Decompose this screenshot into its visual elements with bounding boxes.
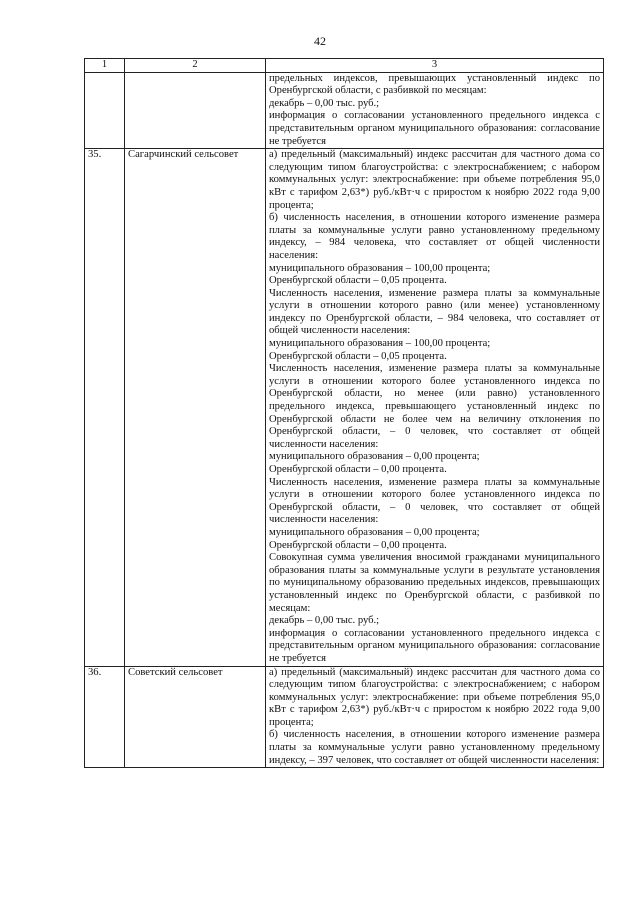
municipality-name: Сагарчинский сельсовет: [125, 149, 266, 666]
header-col-1: 1: [85, 59, 125, 73]
header-col-2: 2: [125, 59, 266, 73]
description-paragraph: Оренбургской области – 0,00 процента.: [269, 464, 447, 475]
description-paragraph: Оренбургской области – 0,05 процента.: [269, 275, 447, 287]
description-paragraph: муниципального образования – 100,00 процента;: [269, 338, 491, 350]
description-paragraph: информация о согласовании установленного предельного индекса с представительным органом муниципального образования: согласование не требуется: [269, 110, 600, 147]
description-paragraph: а) предельный (максимальный) индекс рассчитан для частного дома со следующим типом благоустройства: с электроснабжением; с набором коммунальных услуг: электроснабжение: при объеме потребления 95,0 кВт с тарифом 2,63*) руб./кВт·ч с приростом к ноябрю 2022 года 9,00 процента;: [269, 149, 600, 211]
description-paragraph: муниципального образования – 0,00 процента;: [269, 526, 480, 538]
description-paragraph: муниципального образования – 100,00 процента;: [269, 262, 491, 274]
description-paragraph: информация о согласовании установленного предельного индекса с представительным органом муниципального образования: согласование не требуется: [269, 627, 600, 664]
table-row: [85, 72, 604, 149]
description-paragraph: предельных индексов, превышающих установленный индекс по Оренбургской области, с разбивкой по месяцам:: [269, 72, 600, 97]
table-row: [85, 149, 604, 666]
row-number: 35.: [85, 149, 125, 666]
description-paragraph: декабрь – 0,00 тыс. руб.;: [269, 97, 380, 109]
description-paragraph: Численность населения, изменение размера платы за коммунальные услуги в отношении которого более установленного индекса по Оренбургской области, – 0 человек, что составляет от общей численности населения:: [269, 476, 600, 526]
description-paragraph: декабрь – 0,00 тыс. руб.;: [269, 615, 380, 627]
row-number: 36.: [85, 666, 125, 768]
row-number: [85, 72, 125, 149]
description-paragraph: Совокупная сумма увеличения вносимой гражданами муниципального образования платы за коммунальные услуги в результате установления по муниципальному образованию предельных индексов, превышающих установленный индекс по Оренбургской области, с разбивкой по месяцам:: [269, 552, 600, 614]
index-table: [84, 58, 604, 768]
index-description: [266, 666, 604, 768]
description-paragraph: муниципального образования – 0,00 процента;: [269, 451, 480, 463]
description-paragraph: Оренбургской области – 0,00 процента.: [269, 539, 447, 551]
municipality-name: Советский сельсовет: [125, 666, 266, 768]
description-paragraph: Численность населения, изменение размера платы за коммунальные услуги в отношении которого более установленного индекса по Оренбургской области, но менее (или равно) установленного предельного индекса, превышающего установленный индекс по Оренбургской области не более чем на величину отклонения по Оренбургской области, – 0 человек, что составляет от общей численности населения:: [269, 363, 600, 450]
description-paragraph: Оренбургской области – 0,05 процента.: [269, 350, 447, 362]
description-paragraph: а) предельный (максимальный) индекс рассчитан для частного дома со следующим типом благоустройства: с электроснабжением; с набором коммунальных услуг: электроснабжение: при объеме потребления 95,0 кВт с тарифом 2,63*) руб./кВт·ч с приростом к ноябрю 2022 года 9,00 процента;: [269, 666, 600, 728]
page-number: 42: [314, 34, 326, 48]
description-paragraph: б) численность населения, в отношении которого изменение размера платы за коммунальные услуги равно установленному предельному индексу, – 984 человека, что составляет от общей численности населения:: [269, 212, 600, 261]
index-description: [266, 149, 604, 666]
header-col-3: 3: [266, 59, 604, 73]
municipality-name: [125, 72, 266, 149]
table-header-row: [85, 59, 604, 73]
description-paragraph: б) численность населения, в отношении которого изменение размера платы за коммунальные услуги равно установленному предельному индексу, – 397 человек, что составляет от общей численности населения:: [269, 729, 600, 766]
table-row: [85, 666, 604, 768]
description-paragraph: Численность населения, изменение размера платы за коммунальные услуги в отношении которого равно (или менее) установленному индексу по Оренбургской области, – 984 человека, что составляет от общей численности населения:: [269, 287, 600, 337]
index-description: [266, 72, 604, 149]
